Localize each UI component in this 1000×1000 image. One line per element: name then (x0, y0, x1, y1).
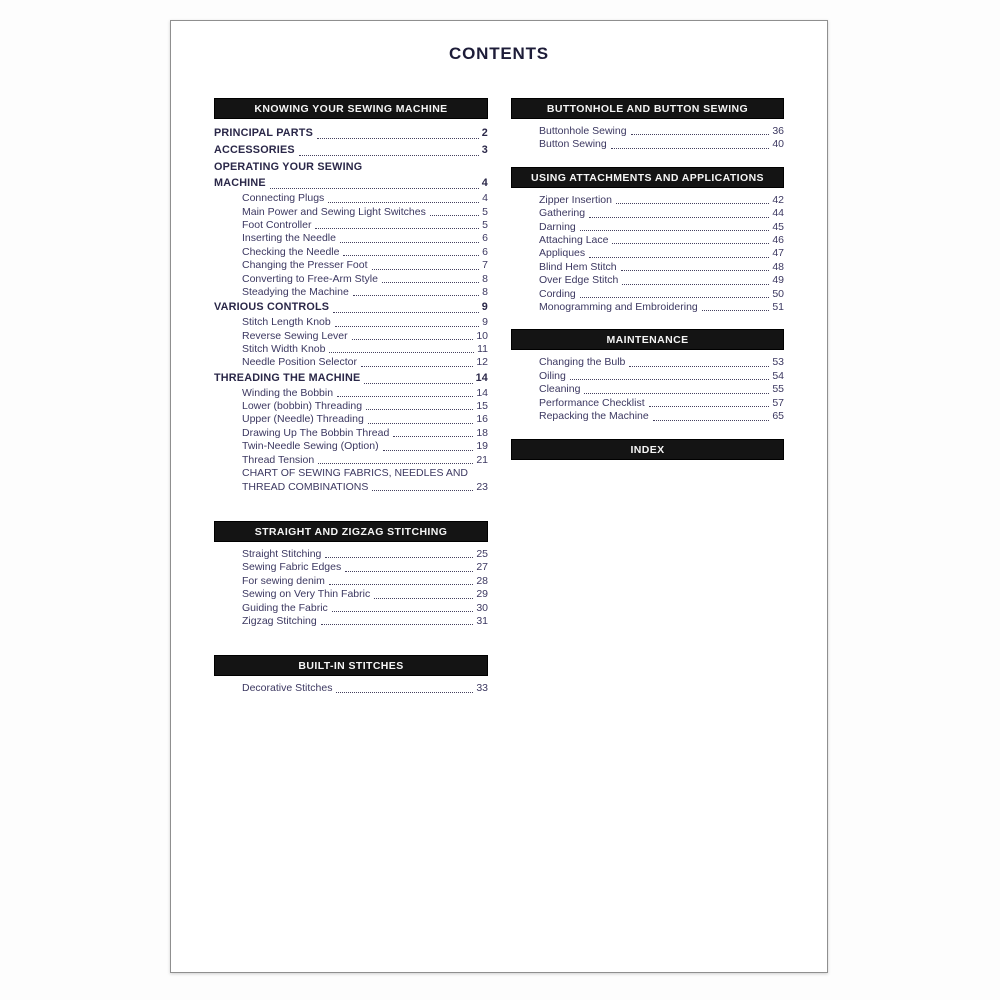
dotted-leader (329, 584, 473, 585)
dotted-leader (372, 490, 473, 491)
toc-entry-label: Main Power and Sewing Light Switches (242, 205, 426, 218)
toc-column-left (214, 98, 488, 723)
dotted-leader (318, 463, 473, 464)
dotted-leader (337, 396, 473, 397)
toc-entry-page: 4 (482, 192, 488, 205)
toc-entry-label: Checking the Needle (242, 245, 340, 258)
toc-entry-label: Inserting the Needle (242, 232, 336, 245)
toc-entry-page: 29 (476, 588, 488, 601)
toc-entry-label: Zigzag Stitching (242, 614, 317, 627)
dotted-leader (649, 406, 770, 407)
dotted-leader (364, 383, 472, 384)
toc-entry (214, 299, 488, 316)
toc-entry-label: Cording (539, 287, 576, 300)
toc-entry (214, 273, 488, 286)
toc-entry (511, 410, 784, 423)
toc-entry-label: Foot Controller (242, 219, 312, 231)
dotted-leader (321, 624, 474, 625)
dotted-leader (580, 297, 770, 298)
dotted-leader (345, 571, 473, 572)
toc-entry-label: Converting to Free-Arm Style (242, 272, 378, 285)
toc-entry (511, 288, 784, 301)
dotted-leader (631, 134, 770, 135)
toc-entry (214, 682, 488, 695)
dotted-leader (333, 312, 479, 313)
toc-entry (214, 125, 488, 142)
toc-entry (511, 274, 784, 287)
toc-entry (214, 142, 488, 159)
toc-entry-label: Winding the Bobbin (242, 386, 334, 399)
manual-contents-page (170, 20, 828, 973)
section-entries (214, 676, 488, 695)
section-entries (511, 188, 784, 315)
toc-entry (214, 246, 488, 259)
toc-entry-page: 8 (482, 272, 488, 285)
toc-entry-label: OPERATING YOUR SEWING (214, 160, 363, 173)
toc-section (511, 329, 784, 423)
toc-entry-page: 16 (476, 413, 488, 426)
toc-entry (511, 356, 784, 369)
toc-entry-label: Stitch Length Knob (242, 316, 331, 329)
toc-entry-page: 48 (772, 260, 784, 273)
dotted-leader (336, 692, 473, 693)
toc-entry-page: 6 (482, 232, 488, 245)
toc-entry (214, 427, 488, 440)
toc-entry-label: Connecting Plugs (242, 192, 325, 205)
toc-entry-label: Oiling (539, 369, 566, 382)
toc-entry-page: 46 (772, 234, 784, 247)
toc-entry-page: 18 (476, 426, 488, 439)
toc-entry (511, 247, 784, 260)
toc-entry-page: 36 (772, 125, 784, 137)
dotted-leader (629, 366, 769, 367)
dotted-leader (382, 282, 479, 283)
toc-entry (214, 330, 488, 343)
dotted-leader (352, 339, 474, 340)
section-header: BUTTONHOLE AND BUTTON SEWING (511, 98, 784, 119)
dotted-leader (372, 269, 480, 270)
toc-entry (214, 192, 488, 205)
toc-entry (214, 548, 488, 561)
toc-entry-label: Darning (539, 220, 576, 233)
toc-entry-label: Monogramming and Embroidering (539, 301, 698, 314)
toc-entry-label: Upper (Needle) Threading (242, 413, 364, 426)
toc-entry-page: 10 (476, 329, 488, 342)
toc-entry-label: THREADING THE MACHINE (214, 371, 361, 384)
dotted-leader (325, 557, 473, 558)
toc-entry (214, 400, 488, 413)
toc-entry (214, 413, 488, 426)
toc-section (511, 98, 784, 152)
toc-entry-page: 33 (476, 682, 488, 695)
dotted-leader (570, 379, 769, 380)
toc-entry-page: 21 (476, 453, 488, 466)
toc-entry-page: 6 (482, 245, 488, 258)
toc-entry-page: 7 (482, 259, 488, 272)
toc-entry-page: 14 (476, 386, 488, 399)
toc-entry-label: Reverse Sewing Lever (242, 329, 348, 342)
toc-entry-page: 19 (476, 440, 488, 453)
toc-entry-label: Attaching Lace (539, 234, 609, 247)
toc-entry-label: MACHINE (214, 177, 266, 190)
toc-entry (214, 481, 488, 494)
dotted-leader (589, 217, 769, 218)
toc-entry-label: Straight Stitching (242, 547, 322, 560)
section-entries (511, 350, 784, 423)
toc-entry (214, 159, 488, 176)
dotted-leader (580, 230, 770, 231)
dotted-leader (299, 155, 479, 156)
toc-entry-page: 47 (772, 247, 784, 260)
toc-entry-label: ACCESSORIES (214, 143, 295, 156)
toc-entry-label: Thread Tension (242, 453, 315, 466)
page-title: CONTENTS (449, 44, 549, 63)
dotted-leader (270, 188, 479, 189)
toc-entry (214, 370, 488, 387)
dotted-leader (383, 450, 474, 451)
toc-entry-label: Steadying the Machine (242, 286, 349, 299)
toc-entry (214, 259, 488, 272)
toc-entry-label: VARIOUS CONTROLS (214, 301, 330, 314)
toc-entry-page: 5 (482, 205, 488, 218)
toc-entry-page: 4 (481, 177, 488, 190)
toc-entry-label: Repacking the Machine (539, 410, 649, 423)
toc-entry-label: Over Edge Stitch (539, 274, 619, 287)
toc-section (511, 439, 784, 460)
toc-entry-label: Guiding the Fabric (242, 601, 328, 614)
toc-entry (511, 261, 784, 274)
toc-entry-page: 25 (476, 547, 488, 560)
toc-entry (511, 125, 784, 138)
toc-entry-page: 44 (772, 207, 784, 220)
dotted-leader (589, 257, 769, 258)
section-header: INDEX (511, 439, 784, 460)
toc-entry-label: Button Sewing (539, 138, 607, 151)
toc-entry-page: 50 (772, 287, 784, 300)
toc-entry-page: 3 (481, 143, 488, 156)
toc-entry-page: 54 (772, 369, 784, 382)
toc-entry (511, 234, 784, 247)
toc-entry (214, 615, 488, 628)
toc-entry-label: Lower (bobbin) Threading (242, 400, 363, 413)
toc-entry (214, 316, 488, 329)
dotted-leader (653, 420, 770, 421)
toc-entry (511, 207, 784, 220)
toc-entry-page: 42 (772, 193, 784, 206)
toc-entry-page: 55 (772, 383, 784, 396)
toc-column-right (511, 98, 784, 475)
toc-entry-page: 51 (772, 301, 784, 314)
toc-entry (214, 467, 488, 480)
toc-entry-page: 11 (477, 343, 488, 356)
toc-entry-label: Changing the Bulb (539, 356, 626, 369)
toc-entry (214, 588, 488, 601)
dotted-leader (332, 611, 474, 612)
dotted-leader (612, 243, 769, 244)
toc-entry (214, 219, 488, 232)
toc-entry-label: THREAD COMBINATIONS (242, 480, 369, 493)
section-entries (214, 119, 488, 494)
dotted-leader (366, 409, 473, 410)
dotted-leader (328, 202, 479, 203)
toc-entry-label: Blind Hem Stitch (539, 260, 617, 273)
toc-entry-page: 2 (481, 127, 488, 139)
dotted-leader (621, 270, 770, 271)
toc-entry-page: 40 (772, 138, 784, 151)
toc-entry-page: 30 (476, 601, 488, 614)
section-header: USING ATTACHMENTS AND APPLICATIONS (511, 167, 784, 188)
dotted-leader (353, 295, 479, 296)
toc-entry (214, 206, 488, 219)
toc-entry-page: 14 (475, 371, 488, 384)
toc-entry-label: Changing the Presser Foot (242, 259, 368, 272)
toc-entry (214, 286, 488, 299)
toc-entry-label: Needle Position Selector (242, 356, 357, 369)
toc-entry-page: 9 (481, 301, 488, 314)
toc-entry-page: 31 (476, 614, 488, 627)
toc-section (214, 655, 488, 695)
toc-entry-label: Twin-Needle Sewing (Option) (242, 440, 379, 453)
toc-section (214, 98, 488, 494)
dotted-leader (329, 352, 474, 353)
dotted-leader (343, 255, 479, 256)
dotted-leader (374, 598, 473, 599)
section-header: BUILT-IN STITCHES (214, 655, 488, 676)
toc-entry-page: 5 (482, 219, 488, 231)
dotted-leader (368, 423, 474, 424)
dotted-leader (702, 310, 770, 311)
dotted-leader (335, 326, 479, 327)
toc-entry (214, 602, 488, 615)
toc-entry-page: 12 (476, 356, 488, 369)
toc-entry (214, 440, 488, 453)
toc-entry (214, 454, 488, 467)
toc-entry-label: Stitch Width Knob (242, 343, 326, 356)
section-header: STRAIGHT AND ZIGZAG STITCHING (214, 521, 488, 542)
dotted-leader (315, 228, 479, 229)
dotted-leader (430, 215, 479, 216)
toc-entry-page: 53 (772, 356, 784, 369)
toc-entry-label: Decorative Stitches (242, 682, 333, 695)
dotted-leader (340, 242, 479, 243)
toc-entry (511, 138, 784, 151)
toc-entry (511, 370, 784, 383)
toc-section (214, 521, 488, 628)
dotted-leader (584, 393, 769, 394)
toc-entry-label: Drawing Up The Bobbin Thread (242, 426, 390, 439)
toc-entry-page: 45 (772, 220, 784, 233)
toc-entry-label: Performance Checklist (539, 396, 645, 409)
toc-entry (214, 356, 488, 369)
toc-entry-page: 27 (476, 561, 488, 574)
section-header: MAINTENANCE (511, 329, 784, 350)
toc-entry (214, 561, 488, 574)
dotted-leader (317, 138, 479, 139)
dotted-leader (361, 366, 473, 367)
toc-entry (214, 343, 488, 356)
toc-entry (511, 221, 784, 234)
toc-entry (511, 194, 784, 207)
section-entries (214, 542, 488, 628)
dotted-leader (622, 284, 769, 285)
toc-entry-label: Sewing on Very Thin Fabric (242, 588, 371, 601)
toc-entry-page: 23 (476, 480, 488, 493)
toc-entry-label: Appliques (539, 247, 586, 260)
toc-entry-label: Buttonhole Sewing (539, 125, 627, 137)
toc-entry (214, 575, 488, 588)
toc-entry (214, 175, 488, 192)
toc-entry-page: 9 (482, 316, 488, 329)
toc-entry (511, 397, 784, 410)
toc-entry-page: 57 (772, 396, 784, 409)
toc-entry-page: 8 (482, 286, 488, 299)
toc-entry (511, 301, 784, 314)
toc-entry-label: Cleaning (539, 383, 581, 396)
toc-entry-page: 65 (772, 410, 784, 423)
toc-entry (214, 232, 488, 245)
toc-entry-label: Sewing Fabric Edges (242, 561, 342, 574)
toc-entry (511, 383, 784, 396)
section-entries (511, 119, 784, 152)
dotted-leader (393, 436, 473, 437)
toc-entry-page: 15 (476, 400, 488, 413)
toc-entry (214, 387, 488, 400)
toc-section (511, 167, 784, 315)
toc-entry-label: Gathering (539, 207, 586, 220)
toc-entry-page: 49 (772, 274, 784, 287)
toc-entry-page: 28 (476, 574, 488, 587)
toc-entry-label: Zipper Insertion (539, 193, 612, 206)
dotted-leader (611, 148, 770, 149)
toc-entry-label: PRINCIPAL PARTS (214, 127, 313, 139)
toc-entry-label: For sewing denim (242, 574, 325, 587)
toc-entry-label: CHART OF SEWING FABRICS, NEEDLES AND (242, 467, 468, 480)
section-header: KNOWING YOUR SEWING MACHINE (214, 98, 488, 119)
dotted-leader (616, 203, 769, 204)
